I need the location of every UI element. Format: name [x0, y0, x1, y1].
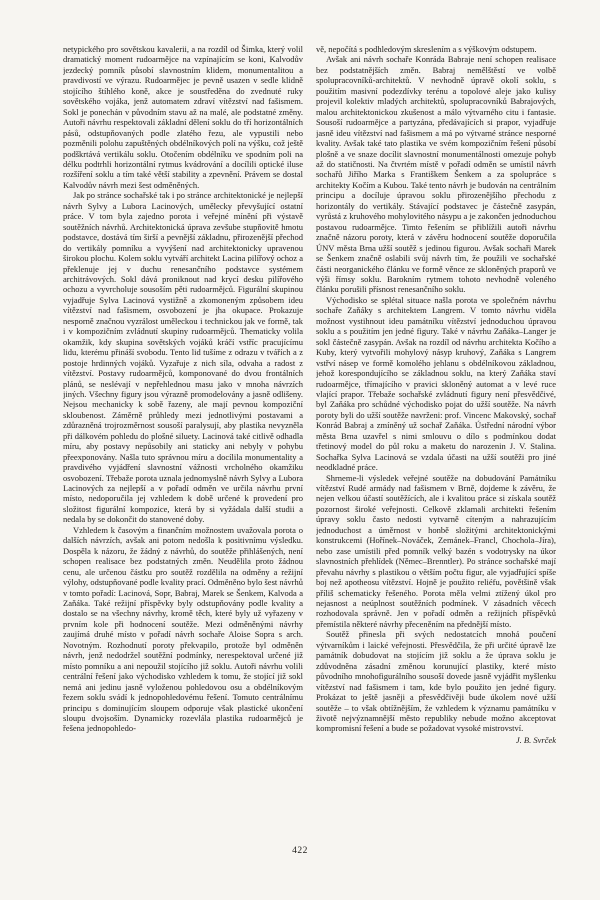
author-signature: J. B. Svrček — [515, 734, 556, 745]
paragraph: Shrneme-li výsledek veřejné soutěže na dobudování Památníku vítězství Rudé armády nad fašismem v Brně, dojdeme k závěru, že nejen velkou účastí soutěžících, ale i kvalitou práce si získala soutěž pozornost široké veřejnosti. Celkově zklamali architekti řešením úpravy soklu často nedosti vytvarně cíteným a nahrazujícím jednoduchost a úměrnost v honbě složitými architektonickými konstrukcemi (Hořínek–Nováček, Zemánek–Francl, Chochola–Jíra), nebo zase umístili před pomník velký bazén s vodotrysky na úkor slavnostních přehlídek (Němec–Brenntler). Po stránce sochařské mají převahu návrhy s plastikou o větším počtu figur, ale vyjadřující spíše boj než apotheosu vítězství. Hojně je použito reliéfu, povětšině však příliš schematicky řešeného. Porota měla velmi ztížený úkol pro nejasnost a neúplnost soutěžních podmínek. V zásadních věcech rozhodovala správně. Jen v pořadí odměn a režijních příspěvků přemístila některé návrhy přeceněním na přednější místo. — [316, 472, 556, 629]
paragraph: Avšak ani návrh sochaře Konráda Babraje není schopen realisace bez podstatnějších změn. Babraj nemělštěstí ve volbě spolupracovníků-architektů. V nevhodně úpravě okolí soklu, s použitím masivní podezdívky terénu a topolové aleje jako kulisy projevil kolektiv mladých architektů, spolupracovníků Babrajových, malou architektonickou zkušenost a málo výtvarného citu i fantasie. Sousoší rudoarmějce a partyzána, předávajících si prapor, vyjadřuje jasně ideu vítězství nad fašismem a má po výtvarné stránce nesporné kvality. Avšak také tato plastika ve svém kompozičním řešení působí plošně a ve snaze docílit slavnostní monumentálnosti omezuje pohyb až do statičnosti. Na čtvrtém místě v pořadí odměn se umístil návrh sochařů Jiřího Marka s Františkem Šenkem a za spolupráce s architekty Kočím a Kubou. Také tento návrh je budován na centrálním principu a docíluje úpravou soklu přirozenějšího přechodu z horizontály do vertikály. Stávající podstavec je částečně zasypán, vyrůstá z kruhového mohylovitého násypu a je zakončen jednoduchou postavou rudoarmějce. Timto řešením se přiblížili autoři návrhu značně názoru poroty, která v závěru hodnocení soutěže doporučila ÚNV města Brna užší soutěž s jedinou figurou. Avšak sochaři Marek se Šenkem značně oslabili svůj návrh tím, že použili ve sochařské části neorganického článku ve formě věnce ze skloněných praporů ve výši římsy soklu. Barokním rytmem tohoto nevhodně voleného článku porušili přísnost renesančního soklu. — [316, 54, 556, 295]
paragraph: Východisko se splétal situace našla porota ve společném návrhu sochaře Zaňáky s architektem Langrem. V tomto návrhu viděla možnost vystihnout ideu památníku vítězství jednoduchou úpravou soklu a s použitím jen jedné figury. Také v návrhu Zaňáka–Langer je sokl částečně zasypán. Avšak na rozdíl od návrhu architekta Kočího a Kuby, který vytvořili mohylový násyp kruhový, Zaňáka s Langrem vstřví násep ve formě komolého jehlanu s obdélníkovou základnou, jehož korespondujícího se základnou soklu, na který Zaňáka staví rudoarmějce, třímajícího v pravici skloněný automat a v levé ruce vlající prapor. Třebaže sochařské zvládnutí figury není přesvědčivé, byl Zaňáka pro schůdné východisko pojat do užší soutěže. Na návrh poroty byli do užší soutěže navrženi: prof. Vincenc Makovský, sochař Konrád Babraj a zmíněný už sochař Zaňáka. Ústřední národní výbor města Brna uzavřel s nimi smlouvu o dílo s podmínkou dodat třetinový model do půl roku a maketu do narozenin J. V. Stalina. Sochařka Sylva Lacinová se vzdala účasti na užší soutěži pro jiné neodkladné práce. — [316, 294, 556, 473]
paragraph: Vzhledem k časovým a finančním možnostem uvažovala porota o dalších návrzích, avšak ani potom nedošla k positivnímu výsledku. Dospěla k názoru, že žádný z návrhů, do soutěže přihlášených, není schopen realisace bez podstatných změn. Neudělila proto žádnou cenu, ale určenou částku pro soutěž rozdělila na odměny a režijní výlohy, odstupňované podle kvality prací. Odměněno bylo šest návrhů v tomto pořadí: Lacinová, Sopr, Babraj, Marek se Šenkem, Kalvoda a Zaňáka. Také režijní příspěvky byly odstupňovány podle kvality a dostalo se na všechny návrhy, kromě těch, které byly už vyřazeny v prvním kole při hodnocení soutěže. Mezi odměněnými návrhy zaujímá druhé místo v pořadí návrh sochaře Aloise Sopra s arch. Novotným. Rozhodnutí poroty překvapilo, protože byl odměněn návrh, jenž nedodržel soutěžní podmínky, nerespektoval určené již místo pomníku a ani nepoužil stojícího již soklu. Autoři návrhu volili centrální řešení jako východisko vzhledem k tomu, že stojící již sokl nemá ani jedinu jasně vyloženou pohledovou osu a obdélníkovým řezem soklu svádí k jednopohledovému řešení. Tomuto centrálnímu principu s dominujícím sloupem odporuje však plastické ukončení sloupu dvojsoším. Dynamicky rozevlála plastika rudoarmějců je řešena jednopohledo- — [63, 524, 303, 734]
right-column — [316, 44, 556, 844]
paragraph: Soutěž přinesla při svých nedostatcích mnohá poučení výtvarníkům i laické veřejnosti. Přesvědčila, že při určité úpravě lze památník dobudovat na stojícím již soklu a že úprava soklu je zdůvodněna zásadní změnou korunující plastiky, které místo původního mnohofigurálního sousoší dovede jasně vyjádřit myšlenku vítězství nad fašismem i tam, kde bylo použito jen jedné figury. Prokázat to ještě jasněji a přesvědčivěji bude úkolem nové užší soutěže – to však obtížnějším, že vzhledem k významu památníku v životě nejvýznamnější město republiky nebude možno akceptovat kompromisní řešení a bude se požadovat vysoké mistrovství. — [316, 629, 556, 734]
page-number: 422 — [292, 846, 308, 856]
paragraph: netypického pro sovětskou kavalerii, a na rozdíl od Šimka, který volil dramatický moment rudoarmějce na vzpínajícím se koni, Kalvodův jezdecký pomník působí slavnostním klidem, monumentalitou a pravdivostí ve výrazu. Rudoarmějec je pevně usazen v sedle klidně stojícího štíhlého koně, akce je soustředěna do zvednuté ruky sovětského vojáka, jenž automatem zdraví vítězství nad fašismem. Sokl je ponechán v původním stavu až na malé, ale podstatné změny. Autoři návrhu respektovali základní dělení soklu do tří horizontálních pásů, odstupňovaných podle zlatého řezu, ale vypustili nebo pozměnili polohu zapuštěných obdélníkových polí na výšku, což ještě podškrtává vertikálu soklu. Otočením obdélníku ve spodním poli na délku podtrhli horizontální rytmus kvádrování a docílili optické iluse rozšíření soklu a tím také větší stability a zpevnění. Právem se dostal Kalvodův návrh mezi šest odměněných. — [63, 44, 303, 190]
left-column — [63, 44, 303, 844]
paragraph: Jak po stránce sochařské tak i po stránce architektonické je nejlepší návrh Sylvy a Lubora Lacinových, umělecky převyšující ostatní práce. V tom byla zajedno porota i veřejné mínění při výstavě soutěžních návrhů. Architektonická úprava zevšube stupňovitě hmotu podstavce, dostává tím širší a pevnější základnu, přirozenější přechod do vertikály pomníku a vyvýšení nad architektonicky upravenou širokou plochu. Kolem soklu vytváří architekt Lacina pilířový ochoz a překlenuje jej v duchu renesančního podstavce systémem architrávových. Sokl dává proniknout nad krycí desku pilířového ochozu a vyvrcholuje sousoším pěti rudoarmějců. Figurální skupinou vyjadřuje Sylva Lacinová vystižně a zkomoneným způsobem ideu vítězství nad fašismem, osvobození je jha okupace. Prokazuje nesporně značnou vyzrálost uměleckou i technickou jak ve formě, tak i v kompozičním zvládnutí skupiny rudoarmějců. Thematicky volila okamžik, kdy skupina sovětských vojáků kráčí vstříc pracujícímu lidu, kterému přináší svobodu. Tento lid tušíme z odrazu v tvářích a z postoje hrdinných vojáků. Vyzařuje z nich síla, odvaha a radost z vítězství. Postavy rudoarmějců, komponované do dvou frontálních plánů, se neslévají v nepřehlednou masu jako v mnoha návrzích jiných. Všechny figury jsou výrazně promodelovány a jasně odlišeny. Nejsou mechanicky k sobě řazeny, ale mají pevnou kompoziční skloubenost. Záměrně průhledy mezi jednotlivými postavami a zdůrazněná trojrozměrnost sousoší paralysují, aby plastika nevyzněla při dálkovém pohledu do plošné siluety. Lacinová také citlivě odhadla míru, aby postavy nepůsobily ani staticky ani nebyly v pohybu přeexponovány. Našla tuto správnou míru a docílila monumentality a pravdivého vyjádření slavnostní vážnosti vrcholného okamžiku osvobození. Třebaže porota uznala jednomyslně návrh Sylvy a Lubora Lacinových za nejlepší a v pořadí odměn ve určila návrhu první místo, nedoporučila jej vzhledem k době určené k provedení pro složitost figurální kompozice, která by si vyžádala další studii a nedala by se dokončit do stanovené doby. — [63, 190, 303, 525]
paragraph: vě, nepočítá s podhledovým skreslením a s výškovým odstupem. — [316, 44, 537, 54]
